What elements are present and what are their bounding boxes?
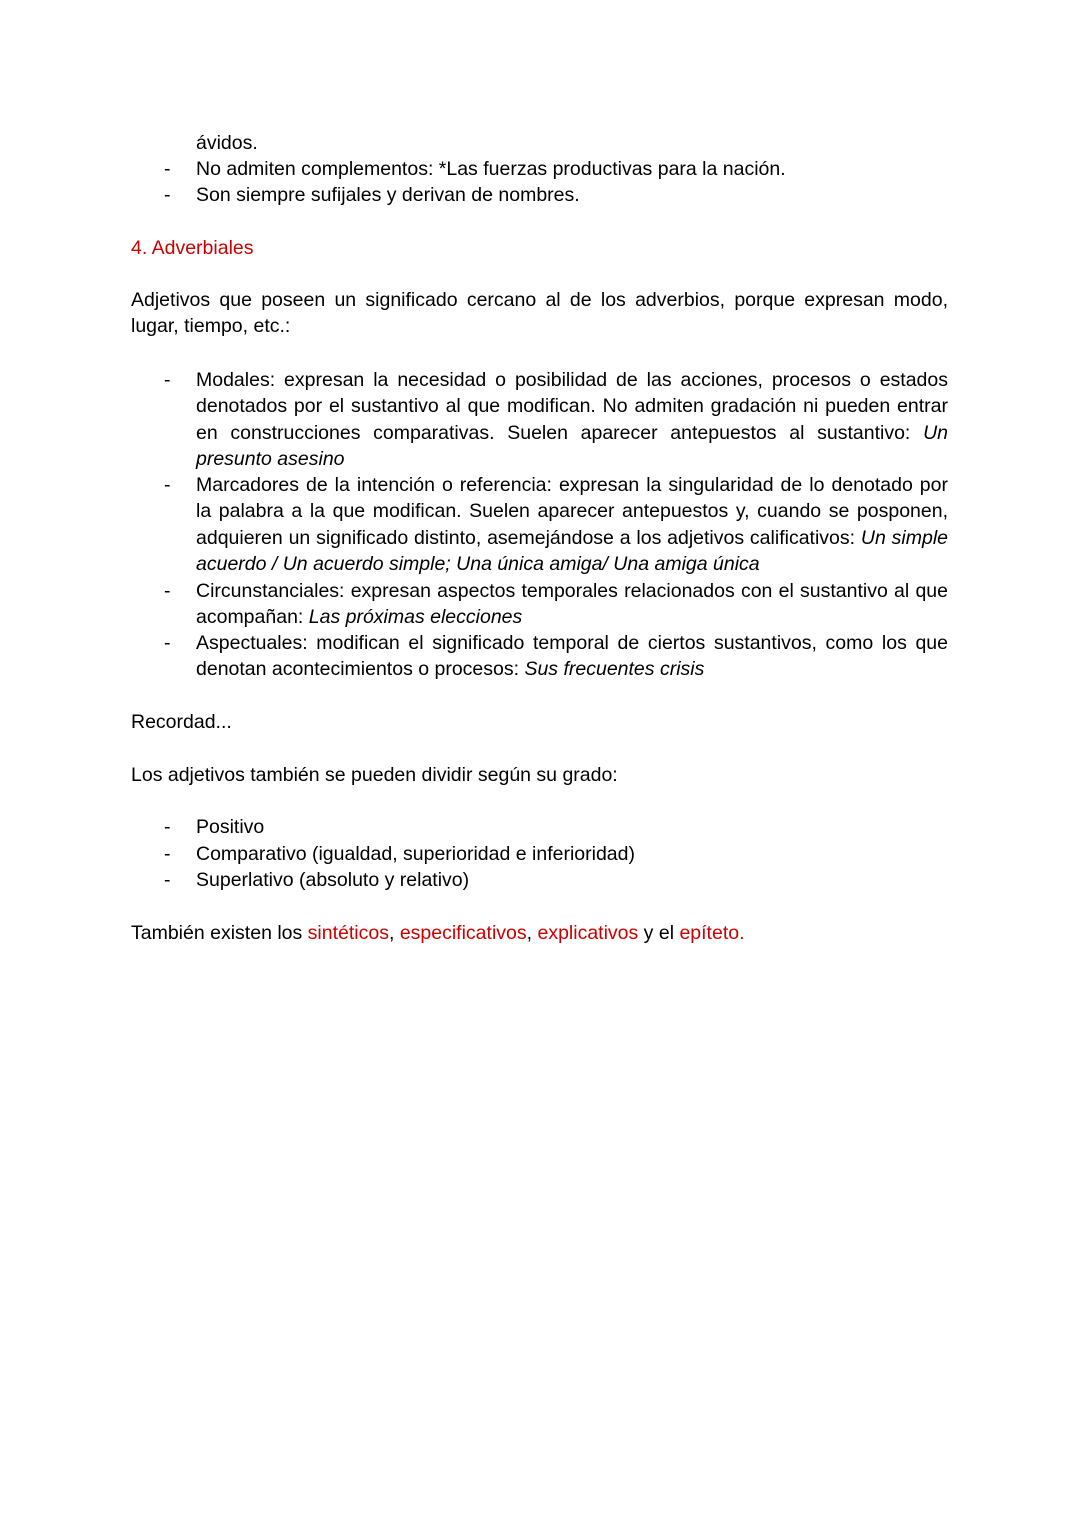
list-item-text: No admiten complementos: *Las fuerzas productivas para la nación. — [196, 158, 786, 180]
bullet-dash: - — [164, 369, 171, 391]
section-intro: Adjetivos que poseen un significado cercano al de los adverbios, porque expresan modo, lugar, tiempo, etc.: — [131, 289, 948, 338]
example-text: Un simple acuerdo / Un acuerdo simple; Una única amiga/ Una amiga única — [196, 526, 948, 575]
closing-sentence: También existen los sintéticos, especificativos, explicativos y el epíteto. — [131, 922, 745, 944]
list-item-text: Superlativo (absoluto y relativo) — [196, 869, 470, 891]
bullet-dash: - — [164, 184, 171, 206]
list-item-text: Comparativo (igualdad, superioridad e inferioridad) — [196, 843, 635, 865]
example-text: Un presunto asesino — [196, 421, 948, 470]
term-explicativos: explicativos — [537, 922, 639, 944]
bullet-dash: - — [164, 580, 171, 602]
bullet-dash: - — [164, 843, 171, 865]
list-item-text: Circunstanciales: expresan aspectos temporales relacionados con el sustantivo al que acompañan: Las próximas elecciones — [196, 580, 948, 629]
bullet-dash: - — [164, 816, 171, 838]
term-sinteticos: sintéticos — [307, 922, 389, 944]
bullet-dash: - — [164, 632, 171, 654]
list-item-text: Marcadores de la intención o referencia: expresan la singularidad de lo denotado por la palabra a la que modifican. Suelen aparecer antepuestos y, cuando se posponen, adquieren un significado distinto, asemejándose a los adjetivos calificativos: Un simple acuerdo / Un acuerdo simple; Una única amiga/ Una amiga única — [196, 474, 948, 575]
example-text: Sus frecuentes crisis — [524, 658, 705, 681]
continuation-fragment: ávidos. — [196, 132, 258, 154]
recordad-label: Recordad... — [131, 711, 232, 733]
list-item-text: Son siempre sufijales y derivan de nombres. — [196, 184, 580, 206]
list-item-text: Modales: expresan la necesidad o posibilidad de las acciones, procesos o estados denotados por el sustantivo al que modifican. No admiten gradación ni pueden entrar en construcciones comparativas. Suelen aparecer antepuestos al sustantivo: Un presunto asesino — [196, 369, 948, 470]
bullet-dash: - — [164, 869, 171, 891]
term-especificativos: especificativos — [399, 922, 527, 944]
grade-intro: Los adjetivos también se pueden dividir según su grado: — [131, 764, 618, 786]
term-epiteto: epíteto — [679, 922, 740, 944]
list-item-text: Aspectuales: modifican el significado temporal de ciertos sustantivos, como los que denotan acontecimientos o procesos: Sus frecuentes crisis — [196, 632, 948, 681]
section-heading: 4. Adverbiales — [131, 237, 254, 259]
bullet-dash: - — [164, 474, 171, 496]
example-text: Las próximas elecciones — [308, 606, 523, 629]
bullet-dash: - — [164, 158, 171, 180]
list-item-text: Positivo — [196, 816, 265, 838]
